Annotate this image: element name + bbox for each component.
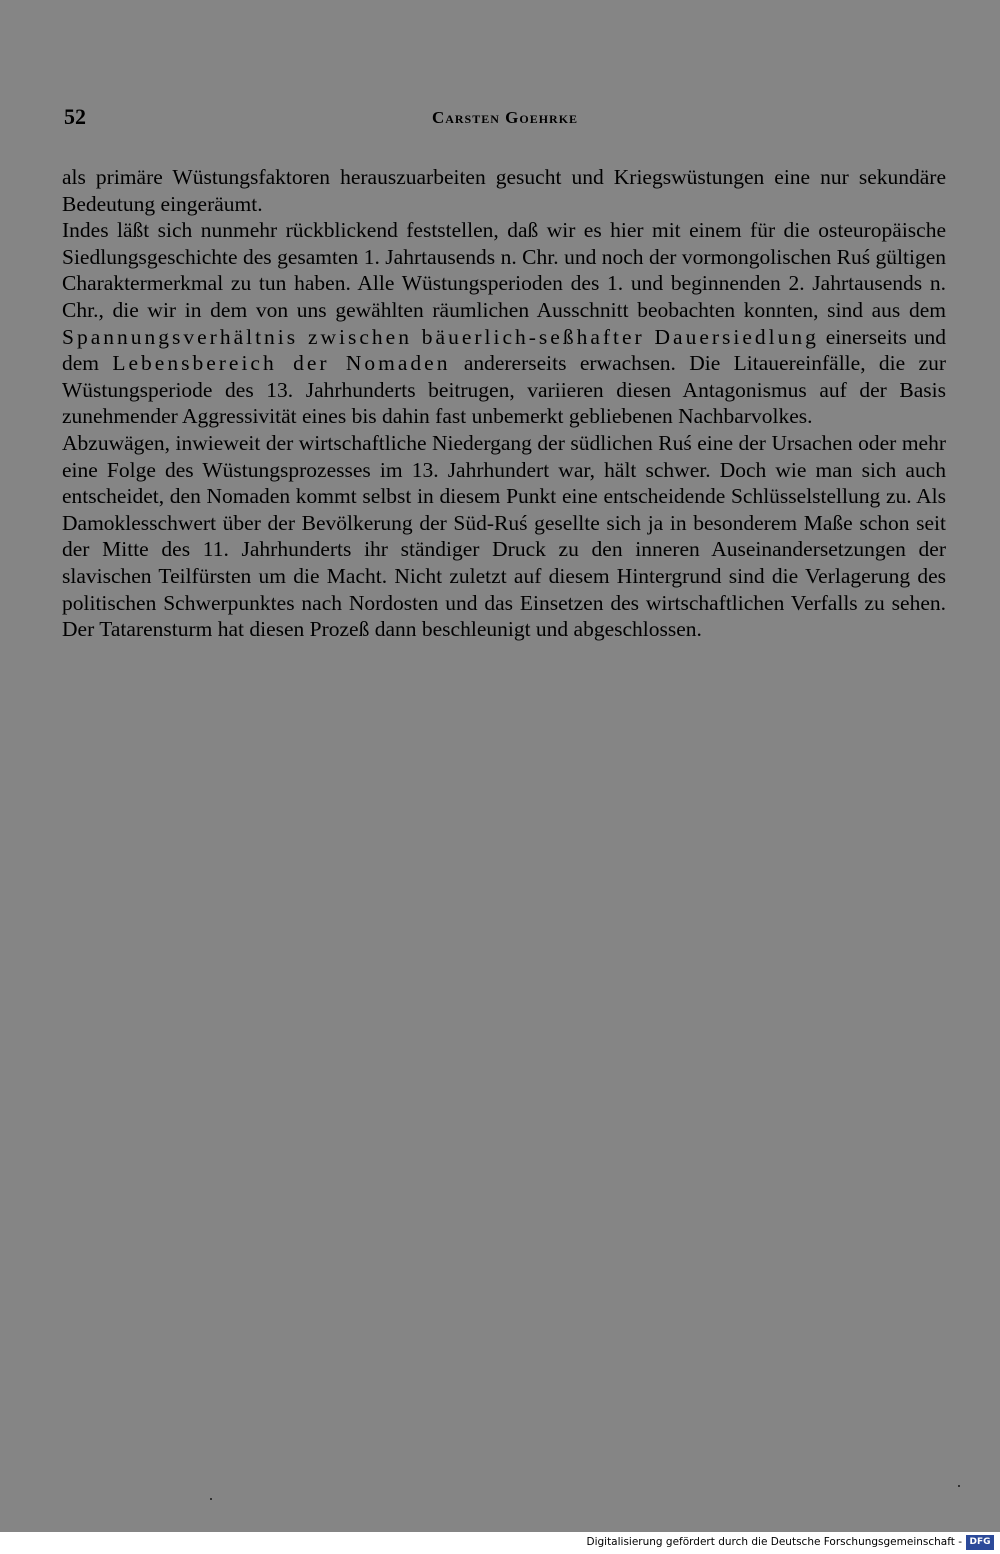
paragraph-2 (62, 217, 946, 430)
page-number: 52 (64, 104, 86, 129)
paragraph-1: als primäre Wüstungsfaktoren herauszuarbeiten gesucht und Kriegswüstungen eine nur sekundäre Bedeutung eingeräumt. (62, 165, 946, 216)
scan-speck (958, 1485, 960, 1487)
running-head: Carsten Goehrke (431, 108, 579, 127)
paragraph-2-text-b: einerseits und dem (62, 324, 946, 376)
paragraph-3: Abzuwägen, inwieweit der wirtschaftliche Niedergang der südlichen Ruś eine der Ursachen oder mehr eine Folge des Wüstungsprozesses im 13. Jahrhundert war, hält schwer. Doch wie man sich auch entscheidet, den Nomaden kommt selbst in diesem Punkt eine entscheidende Schlüsselstellung zu. Als Damoklesschwert über der Bevölkerung der Süd-Ruś gesellte sich ja in besonderem Maße schon seit der Mitte des 11. Jahrhunderts ihr ständiger Druck zu den inneren Auseinandersetzungen der slavischen Teilfürsten um die Macht. Nicht zuletzt auf diesem Hintergrund sind die Verlagerung des politischen Schwerpunktes nach Nordosten und das Einsetzen des wirtschaftlichen Verfalls zu sehen. Der Tatarensturm hat diesen Prozeß dann beschleunigt und abgeschlossen. (62, 430, 946, 642)
footer-credit: Digitalisierung gefördert durch die Deutsche Forschungsgemeinschaft - (586, 1536, 962, 1548)
scan-speck (210, 1498, 212, 1500)
digitization-footer (0, 1532, 1000, 1554)
dfg-logo-icon: DFG (966, 1535, 994, 1550)
spaced-emphasis-1: Spannungsverhältnis zwischen bäuerlich-seßhafter Dauersiedlung (62, 324, 819, 349)
paragraph-2-text-a: Indes läßt sich nunmehr rückblickend feststellen, daß wir es hier mit einem für die osteuropäische Siedlungsgeschichte des gesamten 1. Jahrtausends n. Chr. und noch der vormongolischen Ruś gültigen Charaktermerkmal zu tun haben. Alle Wüstungsperioden des 1. und beginnenden 2. Jahrtausends n. Chr., die wir in dem von uns gewählten räumlichen Ausschnitt beobachten konnten, sind aus dem (62, 218, 946, 322)
body-text (62, 164, 946, 643)
paragraph-2-text-c: andererseits erwachsen. Die Litauereinfälle, die zur Wüstungsperiode des 13. Jahrhunderts beitrugen, variieren diesen Antagonismus auf der Basis zunehmender Aggressivität eines bis dahin fast unbemerkt gebliebenen Nachbarvolkes. (62, 351, 946, 429)
page-header (64, 104, 946, 136)
spaced-emphasis-2: Lebensbereich der Nomaden (112, 351, 451, 376)
